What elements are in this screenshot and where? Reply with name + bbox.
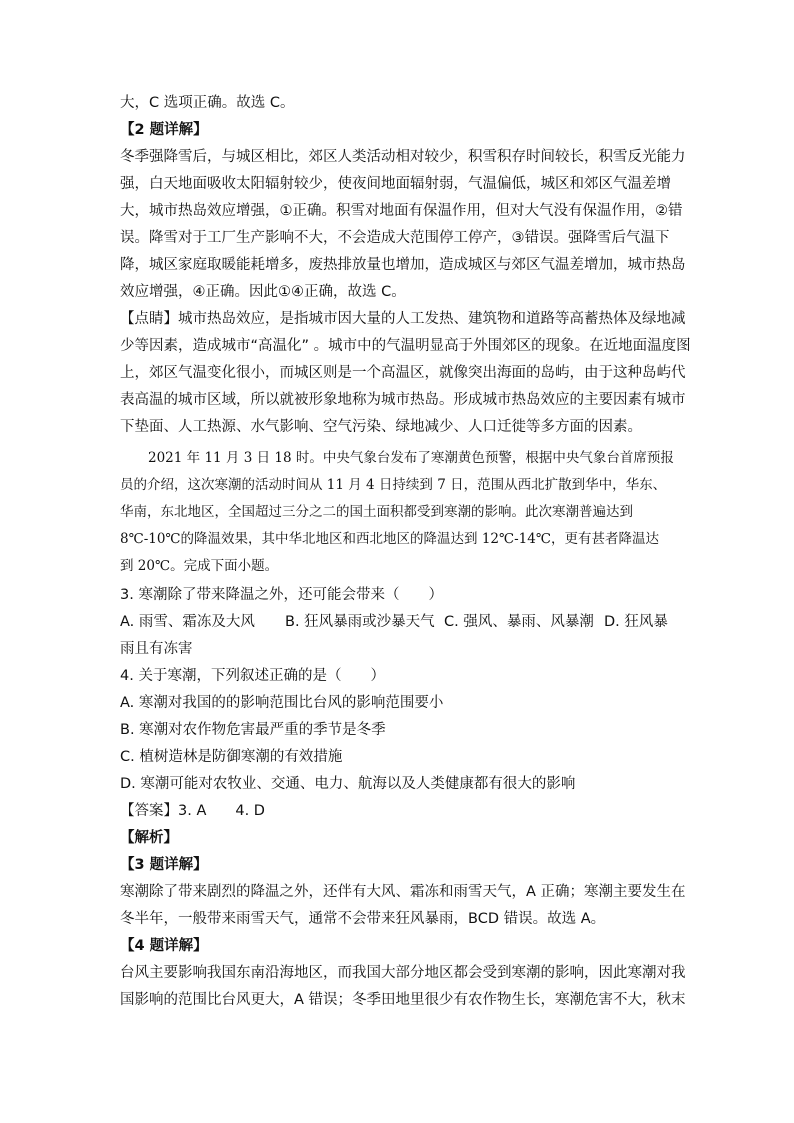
option-3d-cont: 雨且有冻害 [120, 641, 193, 657]
section-heading: 【3 题详解】 [120, 857, 208, 873]
material-line: 员的介绍，这次寒潮的活动时间从 11 月 4 日持续到 7 日，范围从西北扩散到华中，华东、 [120, 477, 667, 493]
text-line: 强，白天地面吸收太阳辐射较少，使夜间地面辐射弱，气温偏低，城区和郊区气温差增 [120, 176, 671, 192]
text-line: 上，郊区气温变化很小，而城区则是一个高温区，就像突出海面的岛屿，由于这种岛屿代 [120, 365, 686, 381]
option-4b: B. 寒潮对农作物危害最严重的季节是冬季 [120, 722, 386, 738]
analysis-heading: 【解析】 [120, 830, 178, 846]
question-4: 4. 关于寒潮，下列叙述正确的是（ ） [120, 668, 385, 684]
text-line: 表高温的城市区域，所以就被形象地称为城市热岛。形成城市热岛效应的主要因素有城市 [120, 392, 686, 408]
text-line: 误。降雪对于工厂生产影响不大，不会造成大范围停工停产，③错误。强降雪后气温下 [120, 230, 670, 246]
option-3a: A. 雨雪、霜冻及大风 [120, 614, 255, 630]
text-line: 台风主要影响我国东南沿海地区，而我国大部分地区都会受到寒潮的影响，因此寒潮对我 [120, 965, 686, 981]
text-line: 国影响的范围比台风更大，A 错误；冬季田地里很少有农作物生长，寒潮危害不大，秋末 [120, 992, 686, 1008]
text-line: 降，城区家庭取暖能耗增多，废热排放量也增加，造成城区与郊区气温差增加，城市热岛 [120, 257, 686, 273]
tip-paragraph-line: 【点睛】城市热岛效应，是指城市因大量的人工发热、建筑物和道路等高蓄热体及绿地减 [120, 311, 686, 327]
text-line: 少等因素，造成城市“高温化” 。城市中的气温明显高于外围郊区的现象。在近地面温度图 [120, 338, 691, 354]
material-line: 到 20℃。完成下面小题。 [120, 558, 279, 574]
option-4d: D. 寒潮可能对农牧业、交通、电力、航海以及人类健康都有很大的影响 [120, 776, 576, 792]
option-3d: D. 狂风暴 [604, 614, 668, 630]
text-line: 冬季强降雪后，与城区相比，郊区人类活动相对较少，积雪积存时间较长，积雪反光能力 [120, 149, 686, 165]
material-line: 华南，东北地区，全国超过三分之二的国土面积都受到寒潮的影响。此次寒潮普遍达到 [120, 504, 633, 520]
answer-line: 【答案】3. A 4. D [120, 803, 265, 819]
option-3c: C. 强风、暴雨、风暴潮 [444, 614, 594, 630]
option-3b: B. 狂风暴雨或沙暴天气 [285, 614, 435, 630]
question-3: 3. 寒潮除了带来降温之外，还可能会带来（ ） [120, 587, 443, 603]
text-line: 效应增强，④正确。因此①④正确，故选 C。 [120, 284, 406, 300]
material-line: 8℃-10℃的降温效果，其中华北地区和西北地区的降温达到 12℃-14℃，更有甚者降温达 [120, 531, 659, 547]
text-line: 大，城市热岛效应增强，①正确。积雪对地面有保温作用，但对大气没有保温作用，②错 [120, 203, 683, 219]
text-line: 下垫面、人工热源、水气影响、空气污染、绿地减少、人口迁徙等多方面的因素。 [120, 419, 642, 435]
text-line: 冬半年，一般带来雨雪天气，通常不会带来狂风暴雨，BCD 错误。故选 A。 [120, 911, 606, 927]
material-line: 2021 年 11 月 3 日 18 时。中央气象台发布了寒潮黄色预警，根据中央气象台首席预报 [148, 450, 674, 466]
option-4c: C. 植树造林是防御寒潮的有效措施 [120, 749, 343, 765]
text-line: 大，C 选项正确。故选 C。 [120, 95, 295, 111]
section-heading: 【4 题详解】 [120, 938, 208, 954]
section-heading: 【2 题详解】 [120, 122, 208, 138]
text-line: 寒潮除了带来剧烈的降温之外，还伴有大风、霜冻和雨雪天气，A 正确；寒潮主要发生在 [120, 884, 686, 900]
option-4a: A. 寒潮对我国的的影响范围比台风的影响范围要小 [120, 695, 444, 711]
